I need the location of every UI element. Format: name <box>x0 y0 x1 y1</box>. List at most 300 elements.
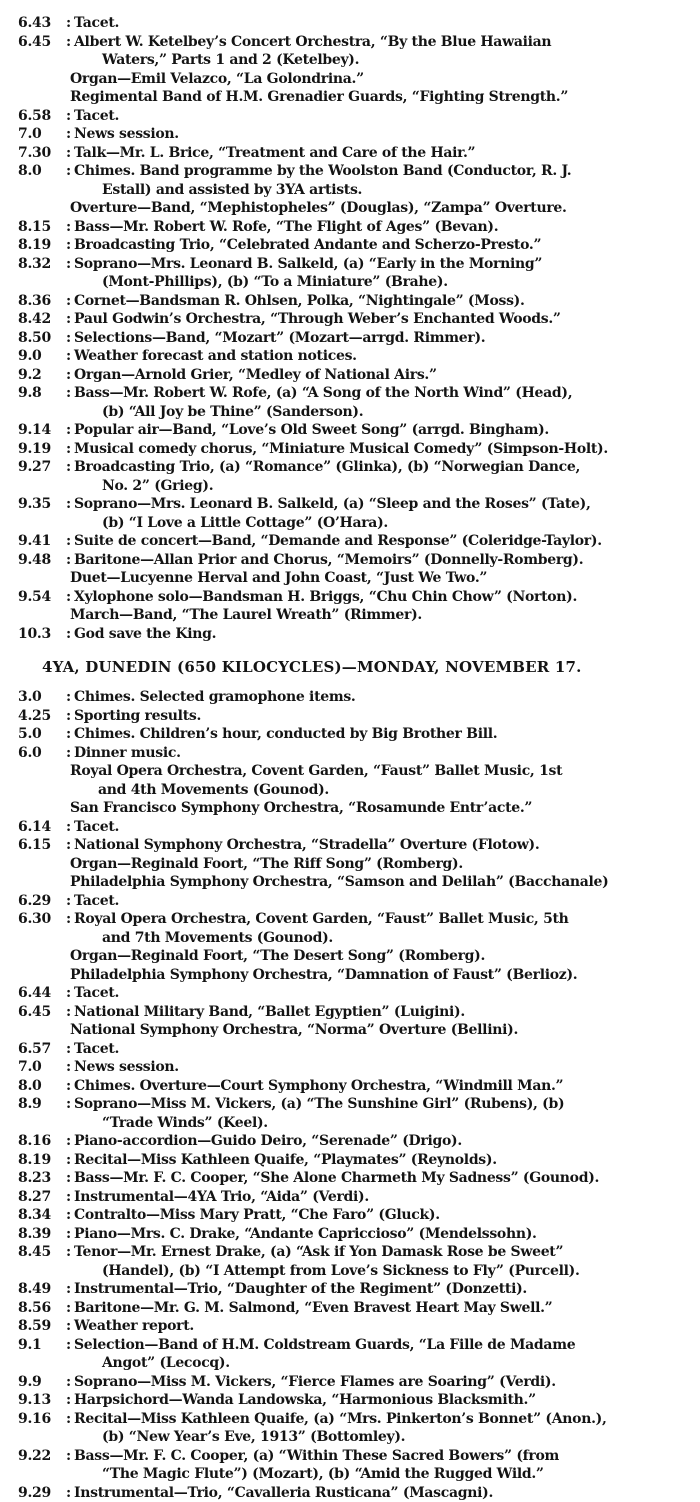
entry-time: 7.0 <box>18 125 66 144</box>
entry-separator: : <box>66 1447 74 1484</box>
programme-entry <box>18 218 694 237</box>
entry-time: 8.16 <box>18 1132 66 1151</box>
entry-text <box>70 966 694 985</box>
entry-line: “The Magic Flute”) (Mozart), (b) “Amid the Rugged Wild.” <box>74 1465 694 1484</box>
entry-line: Tenor—Mr. Ernest Drake, (a) “Ask if Yon Damask Rose be Sweet” <box>74 1243 694 1262</box>
entry-line: Angot” (Lecocq). <box>74 1354 694 1373</box>
entry-text <box>74 1225 694 1244</box>
entry-time: 8.50 <box>18 329 66 348</box>
entry-time: 8.49 <box>18 1280 66 1299</box>
entry-time: 9.29 <box>18 1484 66 1502</box>
programme-entry <box>18 384 694 421</box>
programme-entry <box>18 1151 694 1170</box>
entry-separator: : <box>66 421 74 440</box>
entry-line: Piano-accordion—Guido Deiro, “Serenade” (Drigo). <box>74 1132 694 1151</box>
entry-time <box>18 88 66 107</box>
entry-text <box>70 855 694 874</box>
entry-separator: : <box>66 818 74 837</box>
entry-time: 8.0 <box>18 1077 66 1096</box>
entry-time: 7.0 <box>18 1058 66 1077</box>
entry-text <box>70 873 694 892</box>
entry-time: 6.14 <box>18 818 66 837</box>
entry-time: 6.45 <box>18 33 66 70</box>
programme-entry <box>18 1317 694 1336</box>
entry-line: Selection—Band of H.M. Coldstream Guards, “La Fille de Madame <box>74 1336 694 1355</box>
entry-line: Instrumental—Trio, “Cavalleria Rusticana” (Mascagni). <box>74 1484 694 1502</box>
entry-text <box>74 218 694 237</box>
entry-line: God save the King. <box>74 625 694 644</box>
programme-entry <box>18 458 694 495</box>
entry-time: 8.15 <box>18 218 66 237</box>
entry-line: Tacet. <box>74 984 694 1003</box>
entry-line: Broadcasting Trio, (a) “Romance” (Glinka), (b) “Norwegian Dance, <box>74 458 694 477</box>
entry-line: Tacet. <box>74 818 694 837</box>
programme-entry <box>18 1206 694 1225</box>
entry-separator: : <box>66 1317 74 1336</box>
programme-entry <box>18 107 694 126</box>
entry-text <box>74 1391 694 1410</box>
entry-separator: : <box>66 458 74 495</box>
entry-separator: : <box>66 532 74 551</box>
entry-time <box>18 799 66 818</box>
entry-text <box>74 1132 694 1151</box>
entry-text <box>74 1151 694 1170</box>
entry-line: Cornet—Bandsman R. Ohlsen, Polka, “Nightingale” (Moss). <box>74 292 694 311</box>
programme-entry <box>18 725 694 744</box>
entry-line: Bass—Mr. Robert W. Rofe, “The Flight of Ages” (Bevan). <box>74 218 694 237</box>
entry-line: Chimes. Children’s hour, conducted by Big Brother Bill. <box>74 725 694 744</box>
entry-line: News session. <box>74 1058 694 1077</box>
entry-line: Albert W. Ketelbey’s Concert Orchestra, “By the Blue Hawaiian <box>74 33 694 52</box>
entry-time: 8.19 <box>18 236 66 255</box>
entry-text <box>74 421 694 440</box>
programme-entry <box>18 88 694 107</box>
programme-entry <box>18 1243 694 1280</box>
programme-entry <box>18 1077 694 1096</box>
entry-time: 8.0 <box>18 162 66 199</box>
entry-separator: : <box>66 440 74 459</box>
entry-separator: : <box>66 162 74 199</box>
entry-text <box>74 255 694 292</box>
entry-line: Organ—Arnold Grier, “Medley of National Airs.” <box>74 366 694 385</box>
entry-line: (Mont-Phillips), (b) “To a Miniature” (Brahe). <box>74 273 694 292</box>
entry-line: Chimes. Selected gramophone items. <box>74 688 694 707</box>
entry-text <box>74 1336 694 1373</box>
entry-separator: : <box>66 1373 74 1392</box>
programme-entry <box>18 199 694 218</box>
entry-text <box>70 799 694 818</box>
entry-time: 8.27 <box>18 1188 66 1207</box>
entry-separator: : <box>66 366 74 385</box>
entry-text <box>74 347 694 366</box>
entry-time: 9.22 <box>18 1447 66 1484</box>
entry-line: Tacet. <box>74 107 694 126</box>
entry-line: Contralto—Miss Mary Pratt, “Che Faro” (Gluck). <box>74 1206 694 1225</box>
entry-line: Broadcasting Trio, “Celebrated Andante and Scherzo-Presto.” <box>74 236 694 255</box>
entry-line: Organ—Reginald Foort, “The Desert Song” (Romberg). <box>70 947 694 966</box>
entry-time <box>18 199 66 218</box>
entry-separator: : <box>66 984 74 1003</box>
programme-entry <box>18 1373 694 1392</box>
entry-line: Selections—Band, “Mozart” (Mozart—arrgd. Rimmer). <box>74 329 694 348</box>
entry-time: 9.13 <box>18 1391 66 1410</box>
entry-separator: : <box>66 688 74 707</box>
entry-line: Chimes. Overture—Court Symphony Orchestra, “Windmill Man.” <box>74 1077 694 1096</box>
entry-line: San Francisco Symphony Orchestra, “Rosamunde Entr’acte.” <box>70 799 694 818</box>
entry-time <box>18 762 66 799</box>
programme-entry <box>18 688 694 707</box>
entry-line: Xylophone solo—Bandsman H. Briggs, “Chu Chin Chow” (Norton). <box>74 588 694 607</box>
entry-time: 8.32 <box>18 255 66 292</box>
entry-text <box>74 707 694 726</box>
entry-separator: : <box>66 910 74 947</box>
station-heading: 4YA, DUNEDIN (650 KILOCYCLES)—MONDAY, NOVEMBER 17. <box>42 658 694 676</box>
entry-separator: : <box>66 144 74 163</box>
programme-entry <box>18 1336 694 1373</box>
entry-time: 9.0 <box>18 347 66 366</box>
entry-time <box>18 966 66 985</box>
programme-entry <box>18 532 694 551</box>
entry-text <box>70 762 694 799</box>
entry-line: Tacet. <box>74 892 694 911</box>
entry-text <box>70 1021 694 1040</box>
entry-text <box>74 236 694 255</box>
entry-time <box>18 873 66 892</box>
entry-separator: : <box>66 1206 74 1225</box>
entry-separator: : <box>66 707 74 726</box>
programme-entry <box>18 347 694 366</box>
entry-line: “Trade Winds” (Keel). <box>74 1114 694 1133</box>
entry-separator: : <box>66 1077 74 1096</box>
entry-time: 9.14 <box>18 421 66 440</box>
entry-separator: : <box>66 1280 74 1299</box>
programme-entry <box>18 1410 694 1447</box>
programme-entry <box>18 551 694 570</box>
entry-text <box>74 1095 694 1132</box>
programme-entry <box>18 236 694 255</box>
entry-text <box>74 1484 694 1502</box>
entry-line: Soprano—Mrs. Leonard B. Salkeld, (a) “Early in the Morning” <box>74 255 694 274</box>
entry-separator: : <box>66 1299 74 1318</box>
entry-separator: : <box>66 1003 74 1022</box>
entry-line: Suite de concert—Band, “Demande and Response” (Coleridge-Taylor). <box>74 532 694 551</box>
entry-line: Organ—Reginald Foort, “The Riff Song” (Romberg). <box>70 855 694 874</box>
entry-time: 6.0 <box>18 744 66 763</box>
programme-entry <box>18 707 694 726</box>
entry-line: Tacet. <box>74 1040 694 1059</box>
entry-time: 6.44 <box>18 984 66 1003</box>
entry-time: 9.19 <box>18 440 66 459</box>
entry-separator: : <box>66 292 74 311</box>
entry-text <box>70 606 694 625</box>
entry-time <box>18 606 66 625</box>
entry-text <box>74 162 694 199</box>
entry-line: Weather forecast and station notices. <box>74 347 694 366</box>
entry-time: 6.43 <box>18 14 66 33</box>
entry-line: and 4th Movements (Gounod). <box>70 781 694 800</box>
entry-text <box>74 725 694 744</box>
entry-text <box>74 1410 694 1447</box>
programme-entry <box>18 1280 694 1299</box>
programme-entry <box>18 310 694 329</box>
programme-entry <box>18 1188 694 1207</box>
entry-line: News session. <box>74 125 694 144</box>
entry-separator: : <box>66 1243 74 1280</box>
entry-separator: : <box>66 1169 74 1188</box>
entry-time: 9.41 <box>18 532 66 551</box>
entry-time: 6.57 <box>18 1040 66 1059</box>
programme-entry <box>18 588 694 607</box>
entry-separator: : <box>66 1336 74 1373</box>
entry-line: Royal Opera Orchestra, Covent Garden, “Faust” Ballet Music, 5th <box>74 910 694 929</box>
entry-time: 8.9 <box>18 1095 66 1132</box>
entry-separator: : <box>66 107 74 126</box>
programme-entry <box>18 440 694 459</box>
programme-entry <box>18 855 694 874</box>
entry-line: Chimes. Band programme by the Woolston Band (Conductor, R. J. <box>74 162 694 181</box>
entry-time: 9.27 <box>18 458 66 495</box>
entry-text <box>74 625 694 644</box>
entry-text <box>74 440 694 459</box>
entry-time: 9.1 <box>18 1336 66 1373</box>
programme-entry <box>18 947 694 966</box>
entry-line: Recital—Miss Kathleen Quaife, (a) “Mrs. Pinkerton’s Bonnet” (Anon.), <box>74 1410 694 1429</box>
entry-separator: : <box>66 1132 74 1151</box>
entry-text <box>74 688 694 707</box>
entry-text <box>74 366 694 385</box>
programme-entry <box>18 495 694 532</box>
entry-time: 8.34 <box>18 1206 66 1225</box>
programme-entry <box>18 1299 694 1318</box>
programme-entry <box>18 569 694 588</box>
entry-text <box>74 1447 694 1484</box>
entry-text <box>74 125 694 144</box>
entry-separator: : <box>66 625 74 644</box>
entry-line: Talk—Mr. L. Brice, “Treatment and Care of the Hair.” <box>74 144 694 163</box>
entry-separator: : <box>66 347 74 366</box>
entry-time: 8.19 <box>18 1151 66 1170</box>
entry-separator: : <box>66 836 74 855</box>
entry-time <box>18 70 66 89</box>
entry-text <box>74 984 694 1003</box>
programme-entry <box>18 1095 694 1132</box>
programme-entry <box>18 1484 694 1502</box>
entry-line: Weather report. <box>74 1317 694 1336</box>
entry-line: Tacet. <box>74 14 694 33</box>
entry-text <box>74 588 694 607</box>
entry-separator: : <box>66 588 74 607</box>
entry-separator: : <box>66 1410 74 1447</box>
entry-line: Baritone—Mr. G. M. Salmond, “Even Bravest Heart May Swell.” <box>74 1299 694 1318</box>
entry-line: Instrumental—4YA Trio, “Aida” (Verdi). <box>74 1188 694 1207</box>
entry-separator: : <box>66 892 74 911</box>
entry-separator: : <box>66 384 74 421</box>
entry-separator: : <box>66 1484 74 1502</box>
entry-line: Soprano—Miss M. Vickers, (a) “The Sunshine Girl” (Rubens), (b) <box>74 1095 694 1114</box>
programme-entry <box>18 1132 694 1151</box>
entry-separator: : <box>66 329 74 348</box>
entry-time: 6.30 <box>18 910 66 947</box>
entry-line: Bass—Mr. F. C. Cooper, “She Alone Charmeth My Sadness” (Gounod). <box>74 1169 694 1188</box>
entry-separator: : <box>66 14 74 33</box>
entry-text <box>74 33 694 70</box>
3ya-programme-section <box>18 14 694 643</box>
entry-line: National Symphony Orchestra, “Norma” Overture (Bellini). <box>70 1021 694 1040</box>
programme-entry <box>18 162 694 199</box>
programme-entry <box>18 873 694 892</box>
entry-text <box>74 292 694 311</box>
entry-line: Sporting results. <box>74 707 694 726</box>
entry-text <box>74 384 694 421</box>
entry-text <box>70 88 694 107</box>
4ya-programme-section <box>18 688 694 1502</box>
entry-line: Philadelphia Symphony Orchestra, “Damnation of Faust” (Berlioz). <box>70 966 694 985</box>
entry-text <box>74 836 694 855</box>
entry-time: 8.39 <box>18 1225 66 1244</box>
entry-separator: : <box>66 725 74 744</box>
entry-time: 8.36 <box>18 292 66 311</box>
entry-line: Regimental Band of H.M. Grenadier Guards, “Fighting Strength.” <box>70 88 694 107</box>
programme-entry <box>18 329 694 348</box>
entry-text <box>74 532 694 551</box>
entry-time: 8.56 <box>18 1299 66 1318</box>
entry-time <box>18 947 66 966</box>
entry-line: Piano—Mrs. C. Drake, “Andante Capriccioso” (Mendelssohn). <box>74 1225 694 1244</box>
entry-time: 5.0 <box>18 725 66 744</box>
entry-text <box>74 1243 694 1280</box>
entry-line: Harpsichord—Wanda Landowska, “Harmonious Blacksmith.” <box>74 1391 694 1410</box>
entry-line: Soprano—Miss M. Vickers, “Fierce Flames are Soaring” (Verdi). <box>74 1373 694 1392</box>
entry-separator: : <box>66 310 74 329</box>
programme-entry <box>18 606 694 625</box>
entry-text <box>70 569 694 588</box>
programme-entry <box>18 1058 694 1077</box>
entry-time: 9.2 <box>18 366 66 385</box>
entry-line: (b) “New Year’s Eve, 1913” (Bottomley). <box>74 1428 694 1447</box>
entry-line: Bass—Mr. F. C. Cooper, (a) “Within These Sacred Bowers” (from <box>74 1447 694 1466</box>
entry-line: Philadelphia Symphony Orchestra, “Samson and Delilah” (Bacchanale) <box>70 873 694 892</box>
entry-line: Bass—Mr. Robert W. Rofe, (a) “A Song of the North Wind” (Head), <box>74 384 694 403</box>
entry-text <box>74 329 694 348</box>
entry-line: and 7th Movements (Gounod). <box>74 929 694 948</box>
entry-text <box>74 1003 694 1022</box>
entry-separator: : <box>66 33 74 70</box>
programme-entry <box>18 421 694 440</box>
entry-text <box>74 1299 694 1318</box>
entry-time: 9.8 <box>18 384 66 421</box>
entry-text <box>74 495 694 532</box>
entry-line: Royal Opera Orchestra, Covent Garden, “Faust” Ballet Music, 1st <box>70 762 694 781</box>
entry-text <box>74 744 694 763</box>
entry-line: Instrumental—Trio, “Daughter of the Regiment” (Donzetti). <box>74 1280 694 1299</box>
entry-time: 9.16 <box>18 1410 66 1447</box>
programme-entry <box>18 744 694 763</box>
programme-entry <box>18 1021 694 1040</box>
programme-entry <box>18 762 694 799</box>
entry-line: Waters,” Parts 1 and 2 (Ketelbey). <box>74 51 694 70</box>
entry-time <box>18 1021 66 1040</box>
entry-text <box>74 1169 694 1188</box>
programme-entry <box>18 984 694 1003</box>
entry-separator: : <box>66 1151 74 1170</box>
programme-entry <box>18 14 694 33</box>
entry-separator: : <box>66 125 74 144</box>
entry-text <box>74 14 694 33</box>
entry-text <box>74 1058 694 1077</box>
entry-time: 8.59 <box>18 1317 66 1336</box>
entry-text <box>74 1373 694 1392</box>
entry-time <box>18 855 66 874</box>
entry-line: Overture—Band, “Mephistopheles” (Douglas), “Zampa” Overture. <box>70 199 694 218</box>
entry-time: 8.45 <box>18 1243 66 1280</box>
entry-text <box>74 1280 694 1299</box>
entry-separator: : <box>66 1225 74 1244</box>
programme-entry <box>18 836 694 855</box>
programme-entry <box>18 1225 694 1244</box>
programme-entry <box>18 1003 694 1022</box>
entry-separator: : <box>66 1188 74 1207</box>
entry-line: (Handel), (b) “I Attempt from Love’s Sickness to Fly” (Purcell). <box>74 1262 694 1281</box>
entry-line: Estall) and assisted by 3YA artists. <box>74 181 694 200</box>
entry-time: 6.29 <box>18 892 66 911</box>
entry-text <box>74 1317 694 1336</box>
entry-time: 6.15 <box>18 836 66 855</box>
entry-line: Musical comedy chorus, “Miniature Musical Comedy” (Simpson-Holt). <box>74 440 694 459</box>
programme-entry <box>18 33 694 70</box>
programme-entry <box>18 1169 694 1188</box>
entry-separator: : <box>66 1040 74 1059</box>
entry-time: 6.58 <box>18 107 66 126</box>
programme-entry <box>18 625 694 644</box>
programme-entry <box>18 125 694 144</box>
entry-time: 7.30 <box>18 144 66 163</box>
entry-line: Popular air—Band, “Love’s Old Sweet Song” (arrgd. Bingham). <box>74 421 694 440</box>
entry-time: 3.0 <box>18 688 66 707</box>
entry-text <box>70 199 694 218</box>
entry-line: March—Band, “The Laurel Wreath” (Rimmer). <box>70 606 694 625</box>
entry-line: National Symphony Orchestra, “Stradella” Overture (Flotow). <box>74 836 694 855</box>
entry-separator: : <box>66 744 74 763</box>
entry-separator: : <box>66 495 74 532</box>
entry-line: Soprano—Mrs. Leonard B. Salkeld, (a) “Sleep and the Roses” (Tate), <box>74 495 694 514</box>
entry-text <box>74 818 694 837</box>
programme-entry <box>18 144 694 163</box>
entry-text <box>74 1040 694 1059</box>
entry-line: Baritone—Allan Prior and Chorus, “Memoirs” (Donnelly-Romberg). <box>74 551 694 570</box>
programme-entry <box>18 1391 694 1410</box>
programme-entry <box>18 818 694 837</box>
entry-text <box>74 1206 694 1225</box>
entry-text <box>74 551 694 570</box>
entry-line: Duet—Lucyenne Herval and John Coast, “Just We Two.” <box>70 569 694 588</box>
entry-time: 6.45 <box>18 1003 66 1022</box>
entry-text <box>74 892 694 911</box>
entry-line: (b) “All Joy be Thine” (Sanderson). <box>74 403 694 422</box>
programme-entry <box>18 366 694 385</box>
entry-separator: : <box>66 218 74 237</box>
entry-separator: : <box>66 236 74 255</box>
programme-entry <box>18 910 694 947</box>
entry-separator: : <box>66 551 74 570</box>
programme-entry <box>18 799 694 818</box>
entry-line: No. 2” (Grieg). <box>74 477 694 496</box>
entry-line: Organ—Emil Velazco, “La Golondrina.” <box>70 70 694 89</box>
entry-time: 9.9 <box>18 1373 66 1392</box>
entry-time: 8.23 <box>18 1169 66 1188</box>
entry-text <box>74 458 694 495</box>
entry-separator: : <box>66 1095 74 1132</box>
programme-entry <box>18 1040 694 1059</box>
